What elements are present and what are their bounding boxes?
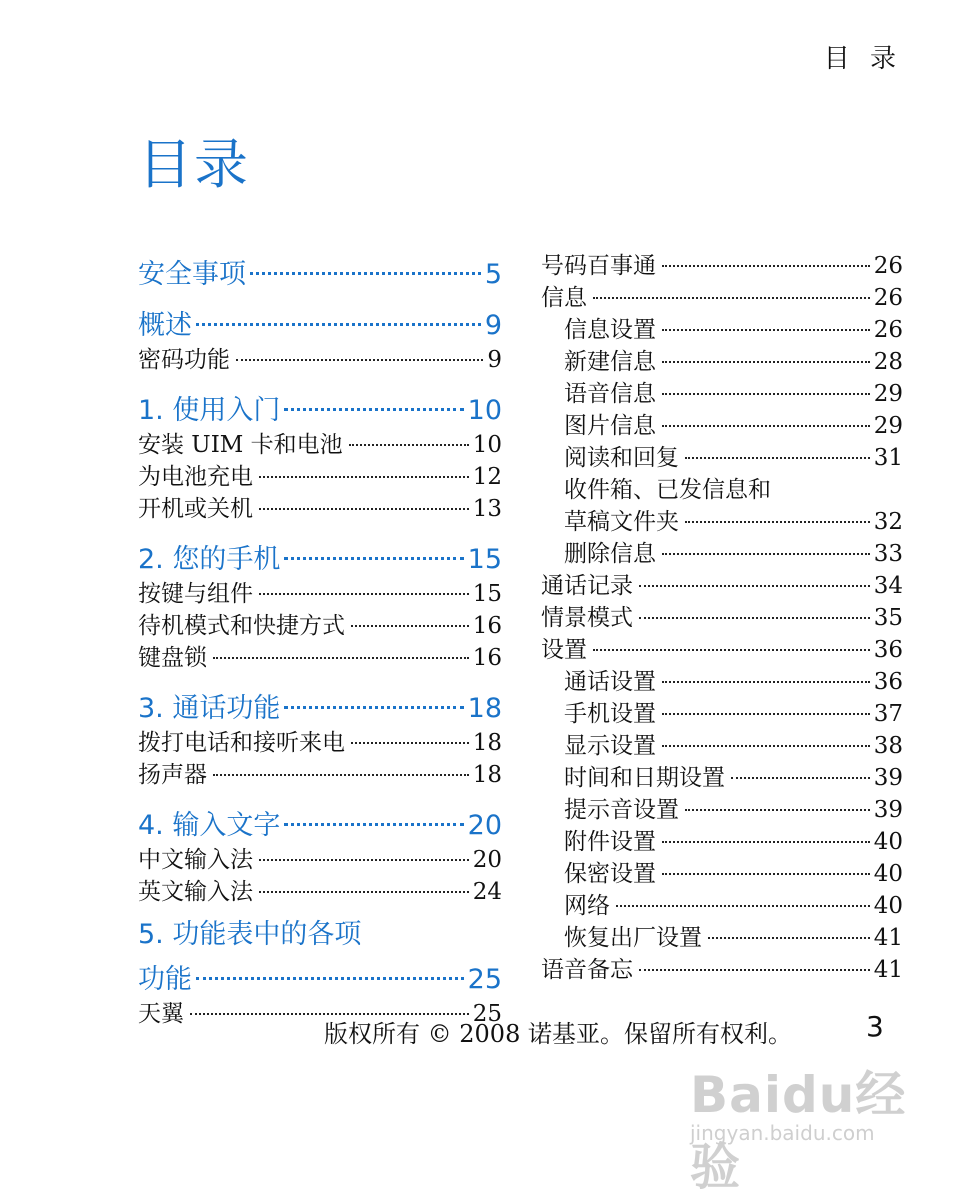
dot-leader (593, 629, 870, 651)
toc-entry-title: 草稿文件夹 (564, 509, 679, 535)
toc-section[interactable] (138, 386, 502, 427)
toc-page-number: 31 (873, 445, 903, 471)
toc-page-number: 28 (873, 349, 903, 375)
copyright-notice: 版权所有 © 2008 诺基亚。保留所有权利。 (324, 1020, 792, 1048)
dot-leader (639, 949, 870, 971)
toc-entry-title: 信息 (541, 285, 587, 311)
toc-section[interactable] (138, 955, 502, 996)
dot-leader (284, 378, 463, 411)
dot-leader (351, 722, 469, 744)
toc-entry-title: 信息设置 (564, 317, 656, 343)
toc-page-number: 29 (873, 413, 903, 439)
toc-page-number: 36 (873, 637, 903, 663)
toc-entry-title: 拨打电话和接听来电 (138, 730, 345, 756)
toc-page-number: 32 (873, 509, 903, 535)
toc-page-number: 5 (484, 259, 502, 290)
toc-entry-title: 收件箱、已发信息和 (564, 477, 771, 503)
dot-leader (190, 993, 469, 1015)
dot-leader (284, 527, 463, 560)
toc-section[interactable] (138, 301, 502, 342)
dot-leader (196, 947, 464, 980)
toc-entry-title: 通话记录 (541, 573, 633, 599)
toc-page-number: 12 (472, 464, 502, 490)
dot-leader (662, 853, 870, 875)
dot-leader (731, 757, 870, 779)
toc-entry[interactable] (541, 954, 903, 986)
toc-entry-title: 英文输入法 (138, 879, 253, 905)
toc-entry[interactable] (138, 344, 502, 376)
toc-entry-title: 删除信息 (564, 541, 656, 567)
dot-leader (284, 676, 463, 709)
toc-page-number: 34 (873, 573, 903, 599)
dot-leader (593, 277, 870, 299)
toc-page-number: 15 (472, 581, 502, 607)
dot-leader (662, 405, 870, 427)
toc-page-number: 33 (873, 541, 903, 567)
toc-entry-title: 提示音设置 (564, 797, 679, 823)
toc-page-number: 38 (873, 733, 903, 759)
toc-entry-title: 中文输入法 (138, 847, 253, 873)
toc-entry[interactable] (138, 759, 502, 791)
toc-page-number: 16 (472, 645, 502, 671)
toc-page-number: 41 (873, 925, 903, 951)
toc-page-number: 26 (873, 317, 903, 343)
toc-page-number: 41 (873, 957, 903, 983)
toc-entry-title: 情景模式 (541, 605, 633, 631)
toc-entry-title: 新建信息 (564, 349, 656, 375)
toc-section[interactable] (138, 250, 502, 291)
dot-leader (708, 917, 870, 939)
dot-leader (284, 793, 463, 826)
toc-entry[interactable] (138, 642, 502, 674)
dot-leader (685, 437, 870, 459)
dot-leader (662, 821, 870, 843)
dot-leader (213, 754, 469, 776)
toc-page-number: 15 (467, 544, 502, 575)
dot-leader (250, 242, 481, 275)
toc-entry-title: 待机模式和快捷方式 (138, 613, 345, 639)
toc-entry-title: 键盘锁 (138, 645, 207, 671)
toc-entry-title: 设置 (541, 637, 587, 663)
toc-entry-title: 密码功能 (138, 347, 230, 373)
toc-entry[interactable] (138, 876, 502, 908)
toc-section-title-line (138, 912, 502, 951)
toc-entry-title: 号码百事通 (541, 253, 656, 279)
toc-page-number: 10 (472, 432, 502, 458)
dot-leader (259, 573, 469, 595)
toc-entry-title: 安装 UIM 卡和电池 (138, 432, 343, 458)
toc-entry-title: 按键与组件 (138, 581, 253, 607)
dot-leader (685, 501, 870, 523)
toc-section-title: 安全事项 (138, 259, 246, 290)
toc-right-column (541, 250, 903, 986)
toc-section-title: 5. 功能表中的各项 (138, 919, 362, 950)
toc-page-number: 37 (873, 701, 903, 727)
toc-section[interactable] (138, 684, 502, 725)
dot-leader (639, 597, 870, 619)
toc-page-number: 25 (467, 964, 502, 995)
toc-page-number: 24 (472, 879, 502, 905)
toc-entry-title: 附件设置 (564, 829, 656, 855)
baidu-watermark (690, 1055, 920, 1196)
dot-leader (662, 725, 870, 747)
toc-section-title: 功能 (138, 964, 192, 995)
toc-entry-title: 手机设置 (564, 701, 656, 727)
toc-section-title: 2. 您的手机 (138, 544, 281, 575)
dot-leader (662, 373, 870, 395)
toc-section-title: 概述 (138, 310, 192, 341)
toc-page-number: 39 (873, 797, 903, 823)
toc-entry-title: 通话设置 (564, 669, 656, 695)
toc-entry[interactable] (138, 493, 502, 525)
toc-page-number: 26 (873, 253, 903, 279)
toc-entry-title: 时间和日期设置 (564, 765, 725, 791)
toc-page-number: 26 (873, 285, 903, 311)
toc-entry-title: 阅读和回复 (564, 445, 679, 471)
running-header: 目 录 (823, 44, 902, 74)
dot-leader (662, 693, 870, 715)
dot-leader (662, 309, 870, 331)
dot-leader (259, 488, 469, 510)
toc-page-number: 9 (484, 310, 502, 341)
dot-leader (662, 341, 870, 363)
dot-leader (349, 424, 469, 446)
dot-leader (616, 885, 870, 907)
dot-leader (213, 637, 469, 659)
toc-entry-title: 图片信息 (564, 413, 656, 439)
toc-section-title: 4. 输入文字 (138, 810, 281, 841)
dot-leader (685, 789, 870, 811)
page-number: 3 (866, 1010, 884, 1043)
toc-page-number: 18 (472, 730, 502, 756)
dot-leader (662, 245, 870, 267)
toc-page-number: 29 (873, 381, 903, 407)
toc-page-number: 18 (472, 762, 502, 788)
toc-section-title: 3. 通话功能 (138, 693, 281, 724)
toc-entry-title: 显示设置 (564, 733, 656, 759)
toc-page-number: 18 (467, 693, 502, 724)
dot-leader (639, 565, 870, 587)
toc-page-number: 40 (873, 861, 903, 887)
watermark-logo: Baidu经验 (690, 1066, 907, 1196)
toc-subentry[interactable] (541, 442, 903, 474)
dot-leader (662, 533, 870, 555)
toc-page-number: 9 (487, 347, 502, 373)
toc-page-number: 20 (467, 810, 502, 841)
toc-page-number: 20 (472, 847, 502, 873)
toc-entry-title: 为电池充电 (138, 464, 253, 490)
dot-leader (259, 871, 469, 893)
watermark-url: jingyan.baidu.com (690, 1121, 875, 1145)
toc-entry-title: 开机或关机 (138, 496, 253, 522)
toc-page-number: 40 (873, 893, 903, 919)
toc-left-column (138, 250, 502, 1030)
dot-leader (259, 839, 469, 861)
toc-entry-title: 网络 (564, 893, 610, 919)
toc-page-number: 16 (472, 613, 502, 639)
toc-page-number: 13 (472, 496, 502, 522)
toc-page-number: 35 (873, 605, 903, 631)
toc-entry-title: 保密设置 (564, 861, 656, 887)
toc-entry-title: 语音信息 (564, 381, 656, 407)
dot-leader (259, 456, 469, 478)
dot-leader (662, 661, 870, 683)
toc-entry-title: 语音备忘 (541, 957, 633, 983)
toc-page-number: 39 (873, 765, 903, 791)
page-title: 目录 (138, 133, 250, 196)
toc-entry-title: 恢复出厂设置 (564, 925, 702, 951)
toc-page-number: 40 (873, 829, 903, 855)
dot-leader (196, 293, 481, 326)
toc-section-title: 1. 使用入门 (138, 395, 281, 426)
toc-section[interactable] (138, 801, 502, 842)
toc-entry-title: 扬声器 (138, 762, 207, 788)
toc-page-number: 10 (467, 395, 502, 426)
toc-page-number: 36 (873, 669, 903, 695)
dot-leader (236, 339, 483, 361)
toc-entry-title: 天翼 (138, 1001, 184, 1027)
dot-leader (351, 605, 469, 627)
toc-section[interactable] (138, 535, 502, 576)
toc-page-number: 25 (472, 1001, 502, 1027)
